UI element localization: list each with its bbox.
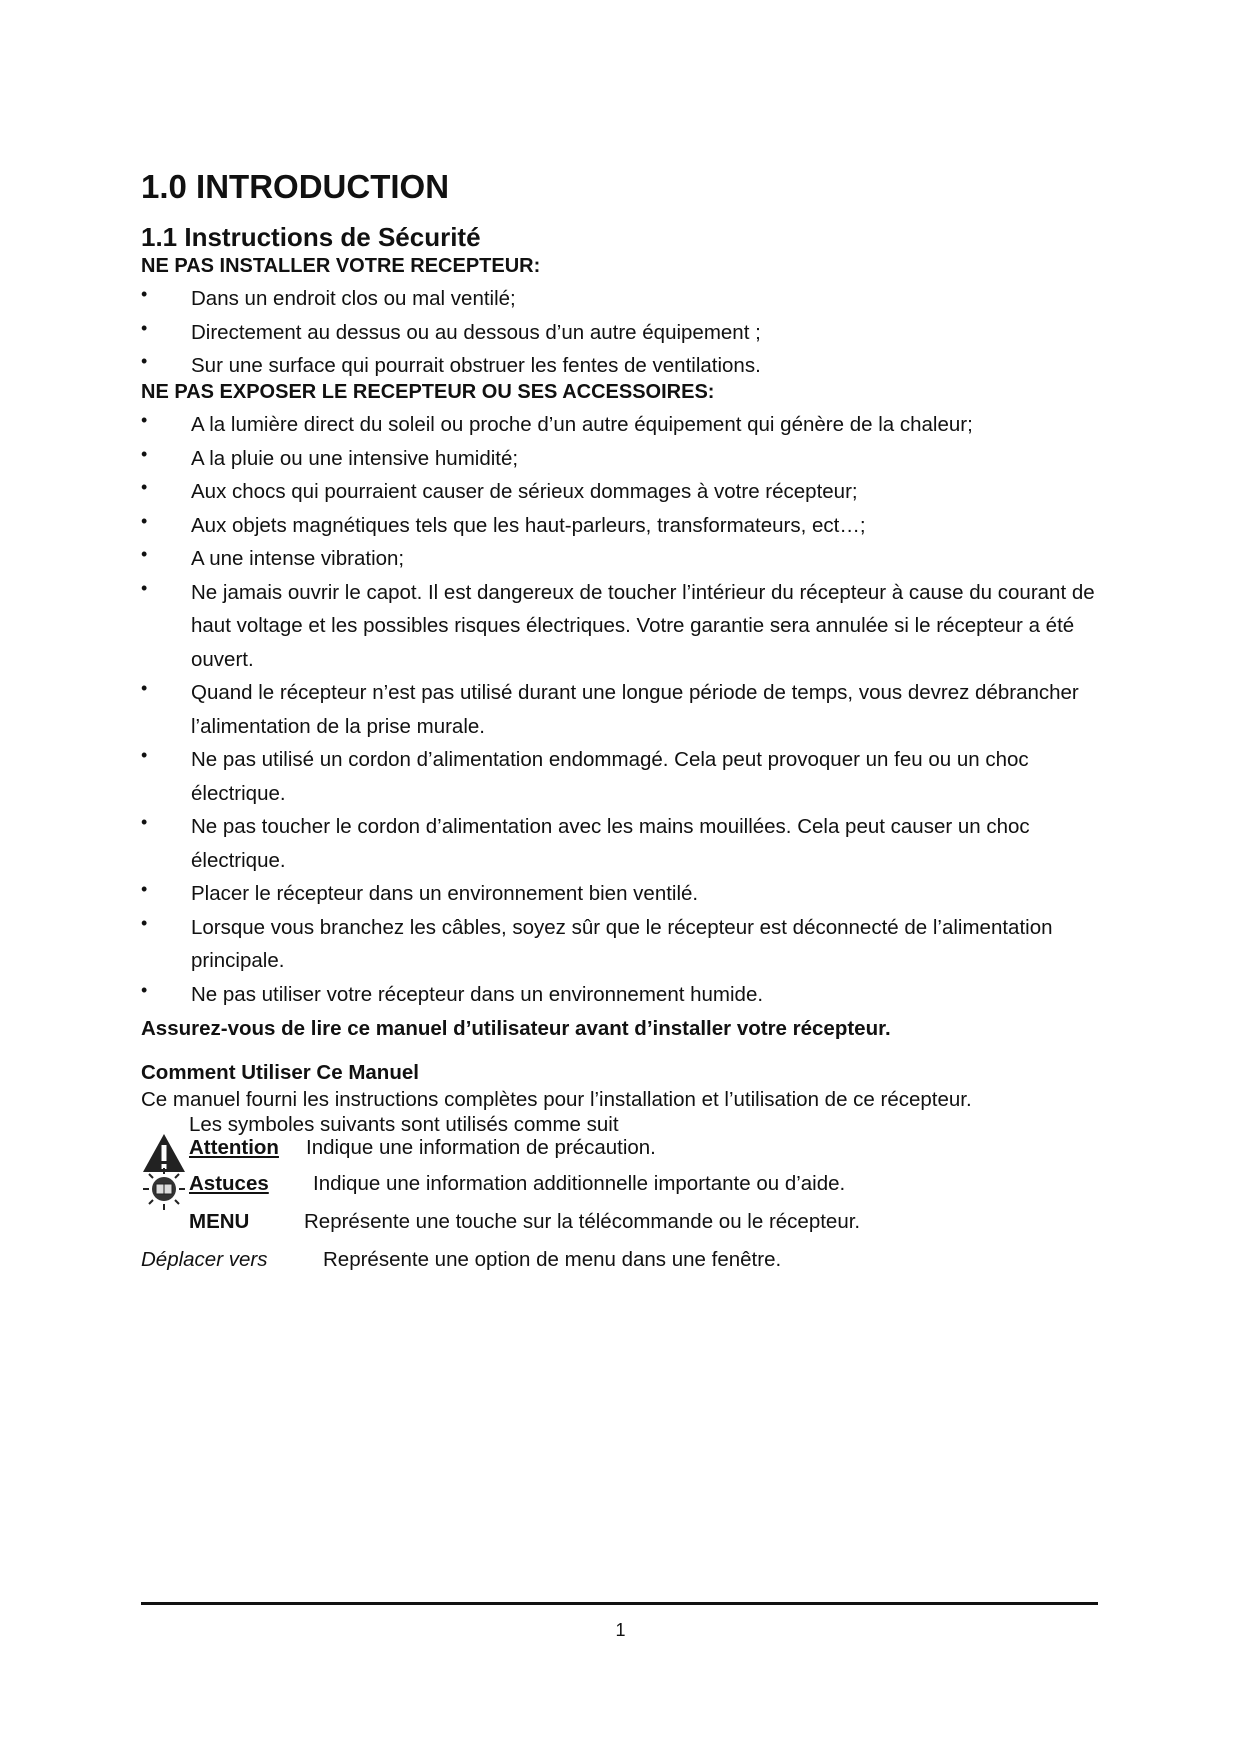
list-item: • A la pluie ou une intensive humidité; xyxy=(141,442,1121,476)
list-item: • Aux chocs qui pourraient causer de sérieux dommages à votre récepteur; xyxy=(141,475,1121,509)
legend-navigate-label: Déplacer vers xyxy=(141,1248,268,1271)
install-warning-title: NE PAS INSTALLER VOTRE RECEPTEUR: xyxy=(141,255,541,277)
symbols-intro: Les symboles suivants sont utilisés comme suit xyxy=(189,1113,619,1136)
legend-navigate-desc: Représente une option de menu dans une fenêtre. xyxy=(323,1248,782,1271)
tip-book-icon xyxy=(141,1166,187,1212)
list-item: • Ne jamais ouvrir le capot. Il est dangereux de toucher l’intérieur du récepteur à cause du courant de haut voltage et les possibles risques électriques. Votre garantie sera annulée si le récepteur a été ouvert. xyxy=(141,576,1121,677)
list-item: • Lorsque vous branchez les câbles, soyez sûr que le récepteur est déconnecté de l’alimentation principale. xyxy=(141,911,1121,978)
section-title: 1.1 Instructions de Sécurité xyxy=(141,222,481,252)
list-item: • Sur une surface qui pourrait obstruer les fentes de ventilations. xyxy=(141,349,1121,383)
list-item: • Placer le récepteur dans un environnement bien ventilé. xyxy=(141,877,1121,911)
legend-menu-desc: Représente une touche sur la télécommande ou le récepteur. xyxy=(304,1210,861,1233)
list-item: • Quand le récepteur n’est pas utilisé durant une longue période de temps, vous devrez débrancher l’alimentation de la prise murale. xyxy=(141,676,1121,743)
list-item: • Aux objets magnétiques tels que les haut-parleurs, transformateurs, ect…; xyxy=(141,509,1121,543)
install-warning-list xyxy=(141,282,1121,383)
exposure-warning-list xyxy=(141,408,1121,1011)
page-title: 1.0 INTRODUCTION xyxy=(141,168,450,205)
manual-usage-title: Comment Utiliser Ce Manuel xyxy=(141,1061,419,1084)
list-item: • Ne pas toucher le cordon d’alimentation avec les mains mouillées. Cela peut causer un choc électrique. xyxy=(141,810,1121,877)
manual-usage-intro: Ce manuel fourni les instructions complètes pour l’installation et l’utilisation de ce récepteur. xyxy=(141,1088,972,1111)
legend-tips-label: Astuces xyxy=(189,1172,269,1195)
legend-menu-label: MENU xyxy=(189,1210,250,1233)
legend-attention-label: Attention xyxy=(189,1136,279,1159)
read-manual-reminder: Assurez-vous de lire ce manuel d’utilisateur avant d’installer votre récepteur. xyxy=(141,1017,891,1040)
page-number: 1 xyxy=(615,1620,626,1640)
exposure-warning-title: NE PAS EXPOSER LE RECEPTEUR OU SES ACCESSOIRES: xyxy=(141,381,715,403)
legend-attention-desc: Indique une information de précaution. xyxy=(306,1136,656,1159)
footer-divider xyxy=(141,1602,1098,1605)
list-item: • Directement au dessus ou au dessous d’un autre équipement ; xyxy=(141,316,1121,350)
list-item: • Ne pas utiliser votre récepteur dans un environnement humide. xyxy=(141,978,1121,1012)
list-item: • Ne pas utilisé un cordon d’alimentation endommagé. Cela peut provoquer un feu ou un choc électrique. xyxy=(141,743,1121,810)
list-item: • Dans un endroit clos ou mal ventilé; xyxy=(141,282,1121,316)
legend-tips-desc: Indique une information additionnelle importante ou d’aide. xyxy=(313,1172,846,1195)
list-item: • A une intense vibration; xyxy=(141,542,1121,576)
list-item: • A la lumière direct du soleil ou proche d’un autre équipement qui génère de la chaleur; xyxy=(141,408,1121,442)
